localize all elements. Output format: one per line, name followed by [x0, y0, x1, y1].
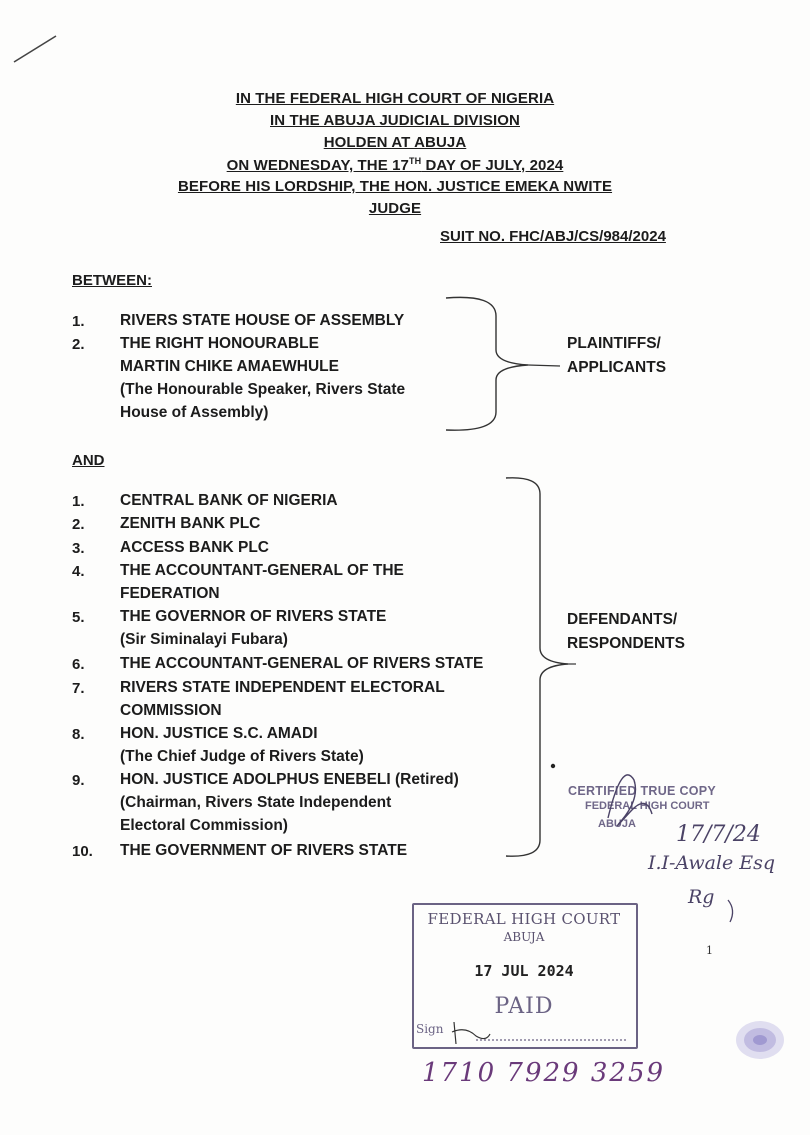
plaintiffs-role: PLAINTIFFS/ APPLICANTS — [567, 335, 667, 376]
defendants-role: DEFENDANTS/ RESPONDENTS — [567, 611, 685, 652]
handwritten-rg: Rg — [688, 886, 715, 908]
defendant-description: (Sir Siminalayi Fubara) — [120, 631, 288, 648]
paid-stamp-sign-label: Sign — [416, 1022, 444, 1036]
defendant-name: THE ACCOUNTANT-GENERAL OF RIVERS STATE — [120, 655, 484, 672]
defendant-number: 1. — [72, 493, 85, 510]
suit-number: SUIT NO. FHC/ABJ/CS/984/2024 — [440, 228, 666, 245]
defendant-name: HON. JUSTICE ADOLPHUS ENEBELI (Retired) — [120, 771, 459, 788]
embossed-seal — [730, 1015, 790, 1065]
defendant-name: ACCESS BANK PLC — [120, 539, 269, 556]
defendant-number: 4. — [72, 563, 85, 580]
paid-stamp-court: FEDERAL HIGH COURT — [427, 910, 621, 928]
certified-stamp-court: FEDERAL HIGH COURT — [585, 800, 710, 812]
defendant-number: 5. — [72, 609, 85, 626]
defendant-number: 8. — [72, 726, 85, 743]
paid-stamp-city: ABUJA — [503, 930, 545, 944]
plaintiff-name: MARTIN CHIKE AMAEWHULE — [120, 358, 339, 375]
handwritten-receipt-number: 1710 7929 3259 — [422, 1058, 666, 1088]
plaintiff-number: 2. — [72, 336, 85, 353]
defendant-name: RIVERS STATE INDEPENDENT ELECTORAL — [120, 679, 445, 696]
defendant-name: ZENITH BANK PLC — [120, 515, 261, 532]
certified-stamp-city: ABUJA — [598, 818, 636, 830]
presiding-judge: BEFORE HIS LORDSHIP, THE HON. JUSTICE EMEKA NWITE — [177, 178, 613, 195]
plaintiff-name: RIVERS STATE HOUSE OF ASSEMBLY — [120, 312, 405, 329]
handwritten-date: 17/7/24 — [676, 822, 761, 847]
paid-stamp-status: PAID — [494, 994, 554, 1019]
defendant-description: (Chairman, Rivers State Independent — [120, 794, 392, 811]
defendant-number: 10. — [72, 843, 93, 860]
defendant-number: 2. — [72, 516, 85, 533]
holden-at: HOLDEN AT ABUJA — [323, 134, 467, 151]
defendant-description: Electoral Commission) — [120, 817, 288, 834]
certified-true-copy-stamp: CERTIFIED TRUE COPY — [568, 784, 717, 798]
page-number: 1 — [706, 944, 713, 957]
defendant-name: THE GOVERNOR OF RIVERS STATE — [120, 608, 387, 625]
and-label: AND — [72, 452, 105, 469]
plaintiff-number: 1. — [72, 313, 85, 330]
plaintiff-description: House of Assembly) — [120, 404, 269, 421]
defendant-name: THE GOVERNMENT OF RIVERS STATE — [120, 842, 408, 859]
defendant-number: 6. — [72, 656, 85, 673]
judge-title: JUDGE — [368, 200, 422, 217]
defendant-name: CENTRAL BANK OF NIGERIA — [120, 492, 338, 509]
defendant-name: COMMISSION — [120, 702, 222, 719]
hearing-date: ON WEDNESDAY, THE 17TH DAY OF JULY, 2024 — [226, 156, 564, 174]
defendant-description: (The Chief Judge of Rivers State) — [120, 748, 364, 765]
defendant-name: HON. JUSTICE S.C. AMADI — [120, 725, 318, 742]
defendant-number: 7. — [72, 680, 85, 697]
between-label: BETWEEN: — [72, 272, 152, 289]
defendant-number: 9. — [72, 772, 85, 789]
plaintiff-name: THE RIGHT HONOURABLE — [120, 335, 319, 352]
defendant-name: FEDERATION — [120, 585, 220, 602]
paid-stamp-sign-line — [446, 1018, 636, 1048]
paid-stamp-date: 17 JUL 2024 — [474, 962, 574, 980]
handwritten-name: I.I-Awale Esq — [648, 852, 776, 874]
judicial-division: IN THE ABUJA JUDICIAL DIVISION — [270, 112, 520, 129]
defendant-name: THE ACCOUNTANT-GENERAL OF THE — [120, 562, 404, 579]
defendant-number: 3. — [72, 540, 85, 557]
court-name: IN THE FEDERAL HIGH COURT OF NIGERIA — [235, 90, 555, 107]
plaintiff-description: (The Honourable Speaker, Rivers State — [120, 381, 406, 398]
